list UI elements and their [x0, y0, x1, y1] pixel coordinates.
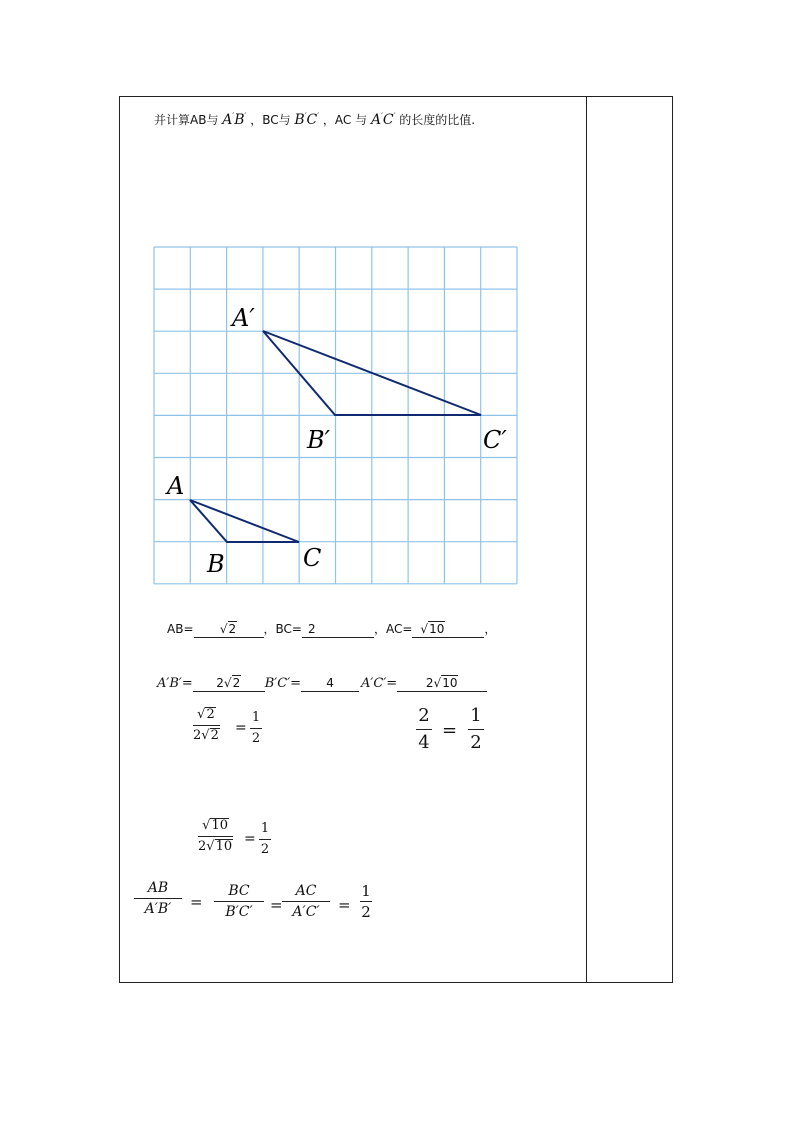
final-frac-bc: BC B′C′: [214, 882, 264, 921]
bpcp-value: 4: [301, 675, 359, 692]
ratio1-eq: =: [235, 720, 247, 736]
intro-part3: ，AC 与: [322, 113, 368, 127]
label-a-prime: A′: [232, 304, 255, 332]
intro-bc-prime: B′C′: [294, 111, 320, 128]
final-eq2: =: [270, 896, 283, 914]
ab-label: AB=: [167, 622, 194, 636]
ac-label: ，AC=: [373, 622, 413, 636]
intro-part1: 并计算AB与: [154, 113, 219, 127]
prime-lengths-row: [157, 675, 487, 692]
label-c: C: [303, 544, 322, 572]
apbp-label: A′B′=: [157, 676, 193, 691]
intro-part2: ，BC与: [250, 113, 291, 127]
ac-value: √10: [412, 621, 484, 638]
ratio1-result: 1 2: [251, 710, 261, 746]
ratio1-fraction: √2 2√2: [193, 707, 219, 743]
final-result: 1 2: [361, 882, 371, 921]
apcp-value: 2√10: [397, 675, 487, 692]
label-b: B: [207, 550, 225, 578]
final-frac-ab: AB A′B′: [134, 879, 182, 918]
final-eq1: =: [190, 893, 203, 911]
ratio3-fraction: √10 2√10: [198, 818, 233, 854]
lengths-end: ，: [484, 622, 497, 636]
ratio2-result: 1 2: [468, 704, 484, 755]
ratio3-eq: =: [244, 831, 256, 847]
intro-part4: 的长度的比值.: [399, 113, 476, 127]
label-c-prime: C′: [483, 426, 507, 454]
bc-label: ，BC=: [263, 622, 302, 636]
apcp-label: A′C′=: [361, 676, 398, 691]
triangle-abc: [190, 500, 299, 542]
bc-value: 2: [302, 621, 374, 638]
label-b-prime: B′: [307, 426, 331, 454]
intro-ac-prime: A′C′: [370, 111, 396, 128]
ab-value: √2: [194, 621, 264, 638]
final-frac-ac: AC A′C′: [282, 882, 330, 921]
intro-a-prime: A′B′: [222, 111, 247, 128]
label-a: A: [167, 472, 185, 500]
lengths-row: [167, 620, 496, 638]
apbp-value: 2√2: [193, 675, 265, 692]
ratio3-result: 1 2: [260, 821, 270, 857]
ratio2-fraction: 2 4: [416, 704, 432, 755]
bpcp-label: B′C′=: [264, 676, 302, 691]
final-eq3: =: [338, 896, 351, 914]
ratio2-eq: =: [442, 720, 458, 741]
